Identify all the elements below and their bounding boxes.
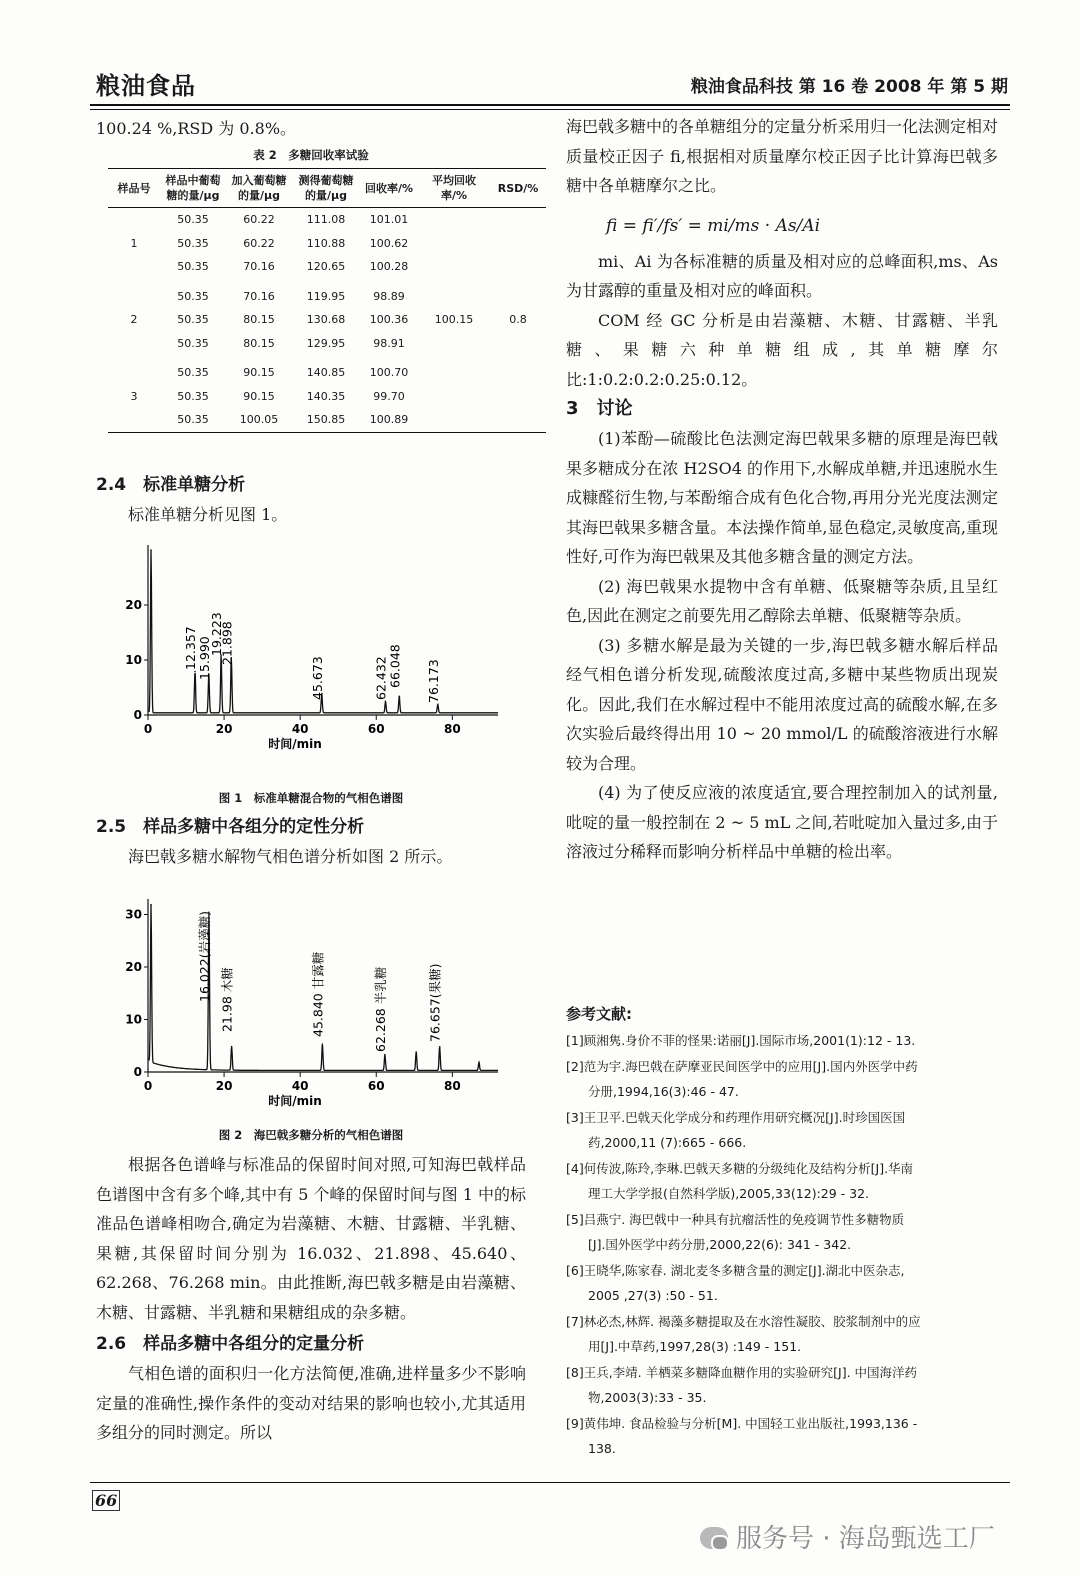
x-axis-label: 时间/min bbox=[268, 1094, 322, 1108]
sample-id-cell bbox=[108, 408, 160, 432]
section-2-4 bbox=[96, 470, 526, 530]
table-cell: 60.22 bbox=[243, 236, 275, 250]
peak-point bbox=[322, 1043, 324, 1045]
x-axis-label: 时间/min bbox=[268, 737, 322, 751]
table-header-cell: 样品中葡萄糖的量/μg bbox=[160, 169, 226, 208]
table-header-cell: 回收率/% bbox=[360, 169, 418, 208]
table-row bbox=[108, 385, 546, 409]
reference-list bbox=[566, 1028, 998, 1462]
peak-label: 21.98 木糖 bbox=[219, 967, 235, 1032]
sample-id-cell bbox=[108, 332, 160, 356]
peak-point bbox=[478, 1062, 480, 1064]
sample-id-cell: 2 bbox=[130, 313, 138, 327]
rsd-cell bbox=[490, 361, 546, 385]
table-cell: 90.15 bbox=[243, 389, 275, 403]
avg-recovery-cell: 100.15 bbox=[434, 313, 474, 327]
table-cell: 100.28 bbox=[369, 260, 409, 274]
watermark bbox=[700, 1518, 995, 1555]
x-tick-label: 20 bbox=[215, 722, 233, 736]
table-cell: 130.68 bbox=[306, 313, 346, 327]
analysis-block bbox=[96, 1150, 526, 1448]
table-row bbox=[108, 255, 546, 279]
table-row bbox=[108, 308, 546, 332]
table-row bbox=[108, 361, 546, 385]
table-caption: 表 2 多糖回收率试验 bbox=[253, 148, 369, 162]
table-cell: 50.35 bbox=[177, 289, 209, 303]
reference-item: [9]黄伟坤. 食品检验与分析[M]. 中国轻工业出版社,1993,136 - bbox=[566, 1415, 918, 1431]
table-row bbox=[108, 208, 546, 232]
paragraph: 气相色谱的面积归一化方法简便,准确,进样量多少不影响定量的准确性,操作条件的变动对结果的影响也较小,尤其适用多组分的同时测定。所以 bbox=[96, 1364, 526, 1442]
reference-item-cont: 2005 ,27(3) :50 - 51. bbox=[588, 1288, 718, 1303]
peak-point bbox=[437, 704, 439, 706]
peak-label: 16.022(岩藻糖) bbox=[196, 911, 212, 1002]
x-tick-label: 80 bbox=[443, 722, 461, 736]
table-cell: 119.95 bbox=[306, 289, 346, 303]
figure-1-chromatogram bbox=[96, 540, 526, 780]
table-cell: 50.35 bbox=[177, 313, 209, 327]
table-row bbox=[108, 285, 546, 309]
formula: fi = fi′/fs′ = mi/ms · As/Ai bbox=[606, 215, 821, 236]
y-tick-label: 10 bbox=[125, 653, 142, 667]
avg-recovery-cell bbox=[418, 255, 490, 279]
peak-point bbox=[384, 1054, 386, 1056]
figure-2-caption: 图 2 海巴戟多糖分析的气相色谱图 bbox=[218, 1128, 404, 1142]
table-row bbox=[108, 332, 546, 356]
peak-label: 15.990 bbox=[196, 636, 212, 680]
section-heading: 2.4 标准单糖分析 bbox=[96, 475, 246, 495]
table-cell: 50.35 bbox=[160, 408, 226, 432]
table-cell: 50.35 bbox=[177, 389, 209, 403]
recovery-table-wrap bbox=[108, 168, 546, 433]
peak-label: 19.223 bbox=[209, 612, 225, 656]
avg-recovery-cell bbox=[418, 232, 490, 256]
avg-recovery-cell bbox=[418, 285, 490, 309]
peak-label: 21.898 bbox=[219, 621, 235, 665]
reference-item-cont: 138. bbox=[588, 1441, 616, 1456]
paragraph: 根据各色谱峰与标准品的保留时间对照,可知海巴戟样品色谱图中含有多个峰,其中有 5 个峰的保留时间与图 1 中的标准品色谱峰相吻合,确定为岩藻糖、木糖、甘露糖、半乳糖、果糖,其保留时间分别为 16.032、21.898、45.640、62.268、76.268 min。由此推断,海巴戟多糖是由岩藻糖、木糖、甘露糖、半乳糖和果糖组成的杂多糖。 bbox=[96, 1155, 526, 1322]
paragraph: (1)苯酚—硫酸比色法测定海巴戟果多糖的原理是海巴戟果多糖成分在浓 H2SO4 的作用下,水解成单糖,并迅速脱水生成糠醛衍生物,与苯酚缩合成有色化合物,再用分光光度法测定其海巴戟果多糖含量。本法操作简单,显色稳定,灵敏度高,重现性好,可作为海巴戟果及其他多糖含量的测定方法。 bbox=[566, 429, 998, 566]
reference-item: [1]顾湘隽.身价不菲的怪果:诺丽[J].国际市场,2001(1):12 - 13. bbox=[566, 1033, 916, 1048]
table-header-cell: 样品号 bbox=[108, 169, 160, 208]
table-cell: 90.15 bbox=[243, 366, 275, 380]
avg-recovery-cell bbox=[418, 408, 490, 432]
reference-item-cont: 药,2000,11 (7):665 - 666. bbox=[588, 1135, 747, 1150]
table-cell: 60.22 bbox=[243, 213, 275, 227]
table-cell: 100.70 bbox=[369, 366, 409, 380]
x-tick-label: 40 bbox=[291, 1079, 309, 1093]
sample-id-cell bbox=[108, 208, 160, 232]
reference-item-cont: 物,2003(3):33 - 35. bbox=[588, 1390, 707, 1405]
issue-info: 粮油食品科技 第 16 卷 2008 年 第 5 期 bbox=[690, 77, 1008, 97]
y-tick-label: 20 bbox=[125, 960, 142, 974]
table-cell: 111.08 bbox=[306, 213, 346, 227]
right-column-top bbox=[566, 112, 998, 867]
peak-point bbox=[415, 1051, 417, 1053]
peak-label: 76.173 bbox=[425, 659, 441, 703]
reference-item: [8]王兵,李靖. 羊栖菜多糖降血糖作用的实验研究[J]. 中国海洋药 bbox=[566, 1364, 918, 1380]
table-cell: 50.35 bbox=[177, 336, 209, 350]
paragraph: 海巴戟多糖水解物气相色谱分析如图 2 所示。 bbox=[128, 847, 453, 866]
x-tick-label: 60 bbox=[367, 722, 385, 736]
section-heading: 3 讨论 bbox=[566, 398, 633, 419]
paragraph: COM 经 GC 分析是由岩藻糖、木糖、甘露糖、半乳糖、果糖六种单糖组成,其单糖摩尔比:1:0.2:0.2:0.25:0.12。 bbox=[566, 310, 998, 389]
rsd-cell bbox=[490, 408, 546, 432]
table-cell: 80.15 bbox=[243, 313, 275, 327]
reference-item: [3]王卫平.巴戟天化学成分和药理作用研究概况[J].时珍国医国 bbox=[566, 1109, 906, 1125]
text-line: 100.24 %,RSD 为 0.8%。 bbox=[96, 119, 297, 138]
table-row bbox=[108, 408, 546, 432]
sample-id-cell: 1 bbox=[130, 236, 138, 250]
reference-item-cont: 理工大学学报(自然科学版),2005,33(12):29 - 32. bbox=[588, 1186, 870, 1201]
table-cell: 50.35 bbox=[177, 213, 209, 227]
sample-id-cell: 3 bbox=[130, 389, 138, 403]
reference-item-cont: [J].国外医学中药分册,2000,22(6): 341 - 342. bbox=[588, 1237, 852, 1252]
table-cell: 100.05 bbox=[226, 408, 292, 432]
reference-item: [4]何传波,陈玲,李琳.巴戟天多糖的分级纯化及结构分析[J].华南 bbox=[566, 1160, 914, 1176]
y-tick-label: 0 bbox=[133, 708, 142, 722]
table-cell: 110.88 bbox=[306, 236, 346, 250]
peak-label: 45.673 bbox=[309, 656, 325, 700]
peak-label: 12.357 bbox=[183, 626, 199, 670]
rsd-cell bbox=[490, 232, 546, 256]
peak-point bbox=[194, 671, 196, 673]
paragraph: 标准单糖分析见图 1。 bbox=[128, 505, 288, 524]
avg-recovery-cell bbox=[418, 208, 490, 232]
rsd-cell bbox=[490, 332, 546, 356]
avg-recovery-cell bbox=[418, 361, 490, 385]
table-cell: 50.35 bbox=[177, 260, 209, 274]
rsd-cell bbox=[490, 208, 546, 232]
paragraph: 海巴戟多糖中的各单糖组分的定量分析采用归一化法测定相对质量校正因子 fi,根据相对质量摩尔校正因子比计算海巴戟多糖中各单糖摩尔之比。 bbox=[566, 117, 999, 195]
x-tick-label: 40 bbox=[291, 722, 309, 736]
avg-recovery-cell bbox=[418, 385, 490, 409]
y-tick-label: 0 bbox=[133, 1065, 142, 1079]
peak-label: 76.657(果糖) bbox=[427, 963, 443, 1042]
reference-item: [2]范为宇.海巴戟在萨摩亚民间医学中的应用[J].国内外医学中药 bbox=[566, 1058, 918, 1074]
peak-point bbox=[231, 1046, 233, 1048]
table-cell: 100.36 bbox=[369, 313, 409, 327]
references-title: 参考文献: bbox=[566, 1005, 632, 1023]
peak-label: 45.840 甘露糖 bbox=[310, 951, 326, 1037]
x-tick-label: 80 bbox=[443, 1079, 461, 1093]
watermark-text: 服务号 · 海岛甄选工厂 bbox=[736, 1524, 995, 1554]
section-heading: 2.6 样品多糖中各组分的定量分析 bbox=[96, 1334, 365, 1354]
peak-point bbox=[150, 904, 152, 906]
table-cell: 140.85 bbox=[306, 366, 346, 380]
rsd-cell bbox=[490, 385, 546, 409]
table-cell: 80.15 bbox=[243, 336, 275, 350]
table-cell: 150.85 bbox=[292, 408, 360, 432]
table-cell: 50.35 bbox=[177, 366, 209, 380]
table-cell: 70.16 bbox=[243, 289, 275, 303]
footer-rule bbox=[90, 1482, 1010, 1483]
table-cell: 100.62 bbox=[369, 236, 409, 250]
peak-point bbox=[398, 696, 400, 698]
table-header-row bbox=[108, 169, 546, 208]
paragraph: (2) 海巴戟果水提物中含有单糖、低聚糖等杂质,且呈红色,因此在测定之前要先用乙醇除去单糖、低聚糖等杂质。 bbox=[566, 576, 998, 625]
paragraph: (3) 多糖水解是最为关键的一步,海巴戟多糖水解后样品经气相色谱分析发现,硫酸浓度过高,多糖中某些物质出现炭化。因此,我们在水解过程中不能用浓度过高的硫酸水解,在多次实验后最终得出用 10 ~ 20 mmol/L 的硫酸溶液进行水解较为合理。 bbox=[566, 635, 998, 773]
x-tick-label: 0 bbox=[143, 722, 153, 736]
reference-item: [5]吕燕宁. 海巴戟中一种具有抗瘤活性的免疫调节性多糖物质 bbox=[566, 1211, 905, 1227]
table-header-cell: RSD/% bbox=[490, 169, 546, 208]
table-header-cell: 平均回收率/% bbox=[418, 169, 490, 208]
avg-recovery-cell bbox=[418, 332, 490, 356]
peak-point bbox=[150, 549, 152, 551]
figure-2-chromatogram bbox=[96, 892, 526, 1117]
page-number: 66 bbox=[92, 1490, 120, 1511]
table-cell: 101.01 bbox=[369, 213, 409, 227]
left-column bbox=[96, 114, 526, 144]
recovery-table bbox=[108, 168, 546, 433]
table-cell: 100.89 bbox=[360, 408, 418, 432]
table-cell: 99.70 bbox=[373, 389, 405, 403]
references bbox=[566, 1000, 998, 1462]
table-cell: 70.16 bbox=[243, 260, 275, 274]
reference-item: [6]王晓华,陈家春. 湖北麦冬多糖含量的测定[J].湖北中医杂志, bbox=[566, 1262, 905, 1278]
table-header-cell: 测得葡萄糖的量/μg bbox=[292, 169, 360, 208]
x-tick-label: 60 bbox=[367, 1079, 385, 1093]
table-cell: 140.35 bbox=[306, 389, 346, 403]
paragraph: (4) 为了使反应液的浓度适宜,要合理控制加入的试剂量,吡啶的量一般控制在 2 ~ 5 mL 之间,若吡啶加入量过多,由于溶液过分稀释而影响分析样品中单糖的检出率。 bbox=[566, 783, 998, 861]
section-2-5 bbox=[96, 812, 526, 872]
sample-id-cell bbox=[108, 255, 160, 279]
table-cell: 50.35 bbox=[177, 236, 209, 250]
rsd-cell: 0.8 bbox=[509, 313, 527, 327]
figure-1-caption: 图 1 标准单糖混合物的气相色谱图 bbox=[218, 791, 404, 805]
y-tick-label: 10 bbox=[125, 1012, 142, 1027]
table-cell: 120.65 bbox=[306, 260, 346, 274]
reference-item: [7]林必杰,林辉. 褐藻多糖提取及在水溶性凝胶、胶浆制剂中的应 bbox=[566, 1313, 921, 1329]
sample-id-cell bbox=[108, 285, 160, 309]
section-heading: 2.5 样品多糖中各组分的定性分析 bbox=[96, 817, 365, 837]
table-cell: 129.95 bbox=[306, 336, 346, 350]
y-tick-label: 30 bbox=[125, 907, 142, 922]
peak-point bbox=[439, 1046, 441, 1048]
rsd-cell bbox=[490, 285, 546, 309]
journal-short-title: 粮油食品 bbox=[96, 72, 196, 100]
rsd-cell bbox=[490, 255, 546, 279]
y-tick-label: 20 bbox=[125, 598, 142, 612]
sample-id-cell bbox=[108, 361, 160, 385]
wechat-icon bbox=[700, 1527, 728, 1549]
peak-point bbox=[385, 701, 387, 703]
peak-label: 62.268 半乳糖 bbox=[372, 966, 388, 1052]
x-tick-label: 20 bbox=[215, 1079, 233, 1093]
header-rule bbox=[90, 104, 1010, 110]
reference-item-cont: 分册,1994,16(3):46 - 47. bbox=[588, 1084, 739, 1099]
table-cell: 98.91 bbox=[373, 336, 405, 350]
x-tick-label: 0 bbox=[143, 1079, 153, 1093]
table-header-cell: 加入葡萄糖的量/μg bbox=[226, 169, 292, 208]
peak-label: 66.048 bbox=[387, 644, 403, 688]
reference-item-cont: 用[J].中草药,1997,28(3) :149 - 151. bbox=[588, 1339, 802, 1354]
table-cell: 98.89 bbox=[373, 289, 405, 303]
table-row bbox=[108, 232, 546, 256]
paragraph: mi、Ai 为各标准糖的质量及相对应的总峰面积,ms、As 为甘露醇的重量及相对应的峰面积。 bbox=[566, 251, 998, 300]
peak-label: 62.432 bbox=[373, 656, 389, 700]
